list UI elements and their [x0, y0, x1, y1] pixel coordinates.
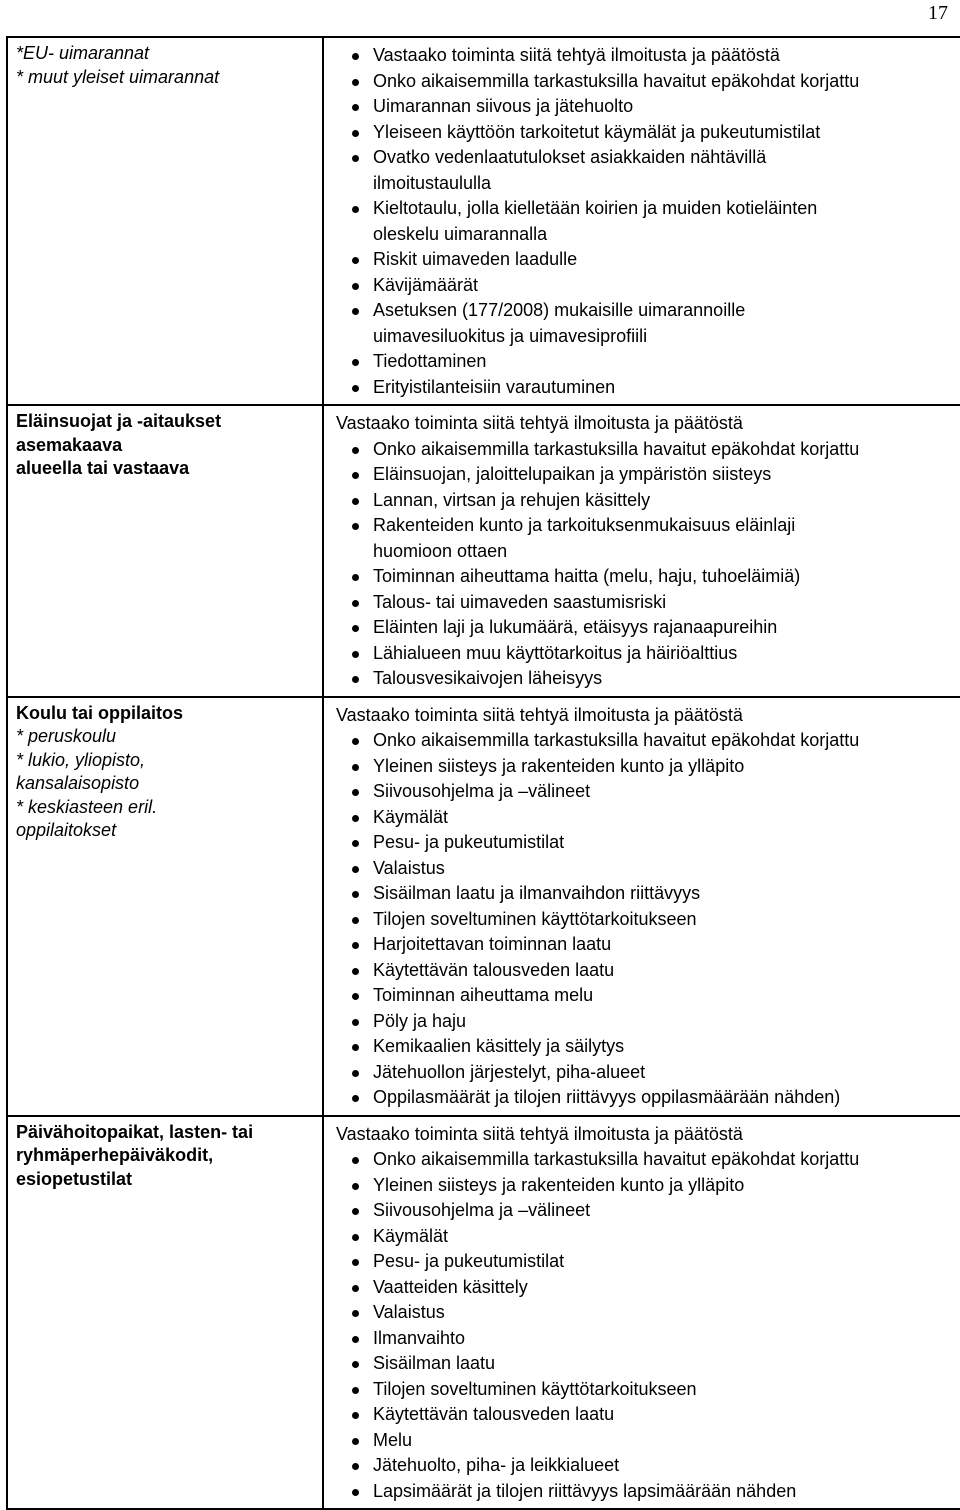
- checklist-item: [324, 69, 960, 95]
- category-label-line: oppilaitokset: [16, 820, 117, 840]
- checklist-item: [324, 1034, 960, 1060]
- bullet-icon: [352, 308, 359, 315]
- checklist: [324, 437, 960, 692]
- checklist-item-text: Sisäilman laatu: [373, 1353, 496, 1373]
- checklist-item: [324, 1377, 960, 1403]
- checklist-item: [324, 983, 960, 1009]
- category-label-line: alueella tai vastaava: [16, 458, 190, 478]
- bullet-icon: [352, 1463, 359, 1470]
- checklist-item-text: Pesu- ja pukeutumistilat: [373, 832, 565, 852]
- category-cell: [7, 37, 323, 405]
- bullet-icon: [352, 359, 359, 366]
- checklist-item: [324, 1198, 960, 1224]
- checklist-item-text: Oppilasmäärät ja tilojen riittävyys oppilasmäärään nähden): [373, 1087, 841, 1107]
- checklist-item: [324, 145, 960, 196]
- checklist-item-text: Yleinen siisteys ja rakenteiden kunto ja ylläpito: [373, 755, 745, 776]
- bullet-icon: [352, 447, 359, 454]
- bullet-icon: [352, 1259, 359, 1266]
- checklist-item-text: Pöly ja haju: [373, 1010, 467, 1031]
- checklist-item-text: huomioon ottaen: [373, 540, 508, 561]
- checklist-item: [324, 830, 960, 856]
- checklist-item: [324, 488, 960, 514]
- bullet-icon: [352, 1412, 359, 1419]
- bullet-icon: [352, 130, 359, 137]
- checklist-item-text: Yleinen siisteys ja rakenteiden kunto ja ylläpito: [373, 1174, 745, 1195]
- checklist-item: [324, 513, 960, 564]
- checklist-item-text: Yleiseen käyttöön tarkoitetut käymälät ja pukeutumistilat: [373, 121, 821, 142]
- checklist-item-text: Riskit uimaveden laadulle: [373, 249, 578, 269]
- checklist-item-text: Erityistilanteisiin varautuminen: [373, 376, 616, 397]
- bullet-icon: [352, 866, 359, 873]
- checklist-item: [324, 1275, 960, 1301]
- bullet-icon: [352, 283, 359, 290]
- bullet-icon: [352, 104, 359, 111]
- checklist-item-text: Onko aikaisemmilla tarkastuksilla havaitut epäkohdat korjattu: [373, 438, 860, 459]
- checklist-item-text: Tiedottaminen: [373, 351, 487, 371]
- checklist-item-text: ilmoitustaululla: [373, 172, 492, 193]
- category-label-line: * muut yleiset uimarannat: [16, 66, 220, 87]
- category-label-line: * keskiasteen eril.: [16, 796, 158, 817]
- category-cell: [7, 697, 323, 1116]
- checklist: [324, 43, 960, 400]
- checklist-item: [324, 247, 960, 273]
- table-row: [7, 697, 960, 1116]
- bullet-icon: [352, 891, 359, 898]
- checklist-item: [324, 1300, 960, 1326]
- checklist-item-text: Talous- tai uimaveden saastumisriski: [373, 591, 667, 612]
- checklist-item: [324, 1009, 960, 1035]
- checklist-item-text: Lähialueen muu käyttötarkoitus ja häiriöalttius: [373, 642, 738, 663]
- bullet-icon: [352, 764, 359, 771]
- bullet-icon: [352, 257, 359, 264]
- checklist-item-text: Vaatteiden käsittely: [373, 1276, 528, 1297]
- checklist-item-text: Uimarannan siivous ja jätehuolto: [373, 96, 634, 116]
- bullet-icon: [352, 968, 359, 975]
- checklist-item-text: Siivousohjelma ja –välineet: [373, 781, 591, 801]
- bullet-icon: [352, 1208, 359, 1215]
- checklist-item-text: Valaistus: [373, 1302, 445, 1322]
- checklist-item: [324, 805, 960, 831]
- bullet-icon: [352, 1489, 359, 1496]
- checklist-item: [324, 1453, 960, 1479]
- checklist-item-text: Käymälät: [373, 1225, 449, 1246]
- bullet-icon: [352, 840, 359, 847]
- category-label-line: Koulu tai oppilaitos: [16, 702, 183, 723]
- category-label-line: asemakaava: [16, 434, 123, 455]
- checklist-item-text: Valaistus: [373, 857, 445, 878]
- bullet-icon: [352, 917, 359, 924]
- checklist-item: [324, 564, 960, 590]
- category-label-line: * lukio, yliopisto,: [16, 749, 146, 770]
- checklist-item: [324, 881, 960, 907]
- checklist-item-text: Vastaako toiminta siitä tehtyä ilmoitusta ja päätöstä: [373, 45, 780, 65]
- checklist-item: [324, 666, 960, 692]
- bullet-icon: [352, 1095, 359, 1102]
- checklist-item: [324, 932, 960, 958]
- bullet-icon: [352, 385, 359, 392]
- inspection-checklist-table: [6, 36, 960, 1510]
- bullet-icon: [352, 472, 359, 479]
- checklist-cell: [323, 37, 960, 405]
- page-number: 17: [928, 2, 948, 24]
- checklist-item-text: Käytettävän talousveden laatu: [373, 1404, 615, 1424]
- category-label-line: esiopetustilat: [16, 1168, 133, 1189]
- checklist-item-text: Sisäilman laatu ja ilmanvaihdon riittävyys: [373, 883, 701, 903]
- checklist-item-text: Lannan, virtsan ja rehujen käsittely: [373, 489, 651, 510]
- checklist-item: [324, 120, 960, 146]
- table-row: [7, 1116, 960, 1510]
- bullet-icon: [352, 738, 359, 745]
- checklist-item: [324, 1224, 960, 1250]
- bullet-icon: [352, 1044, 359, 1051]
- checklist-item-text: Onko aikaisemmilla tarkastuksilla havaitut epäkohdat korjattu: [373, 730, 860, 750]
- bullet-icon: [352, 1234, 359, 1241]
- bullet-icon: [352, 53, 359, 60]
- checklist-item-text: Ovatko vedenlaatutulokset asiakkaiden nähtävillä: [373, 147, 767, 167]
- bullet-icon: [352, 79, 359, 86]
- checklist-item: [324, 94, 960, 120]
- bullet-icon: [352, 815, 359, 822]
- bullet-icon: [352, 1438, 359, 1445]
- table-row: [7, 405, 960, 697]
- bullet-icon: [352, 1336, 359, 1343]
- category-label-line: ryhmäperhepäiväkodit,: [16, 1145, 214, 1165]
- checklist-cell: [323, 1116, 960, 1510]
- bullet-icon: [352, 789, 359, 796]
- checklist-item: [324, 43, 960, 69]
- bullet-icon: [352, 1387, 359, 1394]
- checklist-item: [324, 1085, 960, 1111]
- bullet-icon: [352, 155, 359, 162]
- bullet-icon: [352, 942, 359, 949]
- checklist-item: [324, 273, 960, 299]
- bullet-icon: [352, 600, 359, 607]
- bullet-icon: [352, 1310, 359, 1317]
- checklist-heading: Vastaako toiminta siitä tehtyä ilmoitusta ja päätöstä: [336, 413, 743, 433]
- checklist-item-text: Ilmanvaihto: [373, 1327, 466, 1348]
- bullet-icon: [352, 651, 359, 658]
- checklist-item: [324, 641, 960, 667]
- checklist-item: [324, 1173, 960, 1199]
- checklist-item-text: Harjoitettavan toiminnan laatu: [373, 934, 612, 954]
- bullet-icon: [352, 993, 359, 1000]
- checklist-item: [324, 1479, 960, 1505]
- checklist-item: [324, 590, 960, 616]
- category-label-line: Päivähoitopaikat, lasten- tai: [16, 1121, 254, 1142]
- bullet-icon: [352, 1285, 359, 1292]
- checklist-item-text: Tilojen soveltuminen käyttötarkoitukseen: [373, 1378, 697, 1399]
- checklist-cell: [323, 697, 960, 1116]
- bullet-icon: [352, 1070, 359, 1077]
- checklist-item-text: Asetuksen (177/2008) mukaisille uimarannoille: [373, 300, 746, 320]
- bullet-icon: [352, 1019, 359, 1026]
- checklist-item-text: Käymälät: [373, 806, 449, 827]
- checklist-item-text: Toiminnan aiheuttama haitta (melu, haju, tuhoeläimiä): [373, 566, 801, 586]
- checklist-item: [324, 1351, 960, 1377]
- checklist-item-text: Tilojen soveltuminen käyttötarkoitukseen: [373, 908, 697, 929]
- checklist-item-text: uimavesiluokitus ja uimavesiprofiili: [373, 325, 648, 346]
- category-label-line: *EU- uimarannat: [16, 43, 150, 63]
- checklist-item: [324, 907, 960, 933]
- checklist-item-text: Eläinsuojan, jaloittelupaikan ja ympäristön siisteys: [373, 464, 772, 484]
- category-cell: [7, 1116, 323, 1510]
- checklist-item: [324, 754, 960, 780]
- checklist-item: [324, 958, 960, 984]
- bullet-icon: [352, 498, 359, 505]
- bullet-icon: [352, 1361, 359, 1368]
- checklist-item-text: Eläinten laji ja lukumäärä, etäisyys rajanaapureihin: [373, 617, 778, 637]
- checklist-item: [324, 1428, 960, 1454]
- bullet-icon: [352, 206, 359, 213]
- checklist-item-text: Toiminnan aiheuttama melu: [373, 985, 594, 1005]
- bullet-icon: [352, 1157, 359, 1164]
- checklist-item-text: Lapsimäärät ja tilojen riittävyys lapsimäärään nähden: [373, 1480, 797, 1501]
- checklist-item: [324, 462, 960, 488]
- checklist: [324, 728, 960, 1111]
- bullet-icon: [352, 1183, 359, 1190]
- category-label-line: Eläinsuojat ja -aitaukset: [16, 411, 222, 431]
- checklist-item: [324, 375, 960, 401]
- bullet-icon: [352, 574, 359, 581]
- checklist-item-text: Käytettävän talousveden laatu: [373, 959, 615, 980]
- checklist-item: [324, 1060, 960, 1086]
- checklist-item: [324, 856, 960, 882]
- checklist-item: [324, 1147, 960, 1173]
- checklist-item-text: oleskelu uimarannalla: [373, 223, 548, 244]
- category-label-line: * peruskoulu: [16, 726, 117, 746]
- checklist-item-text: Onko aikaisemmilla tarkastuksilla havaitut epäkohdat korjattu: [373, 1149, 860, 1169]
- category-label-line: kansalaisopisto: [16, 773, 140, 793]
- table-row: [7, 37, 960, 405]
- checklist-item-text: Jätehuolto, piha- ja leikkialueet: [373, 1455, 620, 1475]
- checklist-item: [324, 1326, 960, 1352]
- checklist-item-text: Talousvesikaivojen läheisyys: [373, 668, 603, 688]
- checklist-item: [324, 779, 960, 805]
- checklist-item-text: Onko aikaisemmilla tarkastuksilla havaitut epäkohdat korjattu: [373, 70, 860, 91]
- checklist-item-text: Rakenteiden kunto ja tarkoituksenmukaisuus eläinlaji: [373, 515, 796, 535]
- checklist-item: [324, 298, 960, 349]
- checklist-heading: Vastaako toiminta siitä tehtyä ilmoitusta ja päätöstä: [336, 704, 743, 725]
- checklist-item-text: Kieltotaulu, jolla kielletään koirien ja muiden kotieläinten: [373, 198, 818, 218]
- checklist-item: [324, 1249, 960, 1275]
- checklist-item: [324, 1402, 960, 1428]
- table-body: [7, 37, 960, 1509]
- checklist-cell: [323, 405, 960, 697]
- checklist-item: [324, 728, 960, 754]
- checklist-item-text: Jätehuollon järjestelyt, piha-alueet: [373, 1061, 646, 1082]
- checklist-item: [324, 437, 960, 463]
- checklist: [324, 1147, 960, 1504]
- checklist-item: [324, 196, 960, 247]
- checklist-item-text: Kemikaalien käsittely ja säilytys: [373, 1036, 625, 1056]
- bullet-icon: [352, 676, 359, 683]
- bullet-icon: [352, 625, 359, 632]
- checklist-item-text: Siivousohjelma ja –välineet: [373, 1200, 591, 1220]
- checklist-item: [324, 615, 960, 641]
- checklist-item-text: Kävijämäärät: [373, 274, 479, 295]
- checklist-heading: Vastaako toiminta siitä tehtyä ilmoitusta ja päätöstä: [336, 1123, 743, 1144]
- checklist-item-text: Pesu- ja pukeutumistilat: [373, 1251, 565, 1271]
- checklist-item-text: Melu: [373, 1429, 413, 1450]
- category-cell: [7, 405, 323, 697]
- bullet-icon: [352, 523, 359, 530]
- checklist-item: [324, 349, 960, 375]
